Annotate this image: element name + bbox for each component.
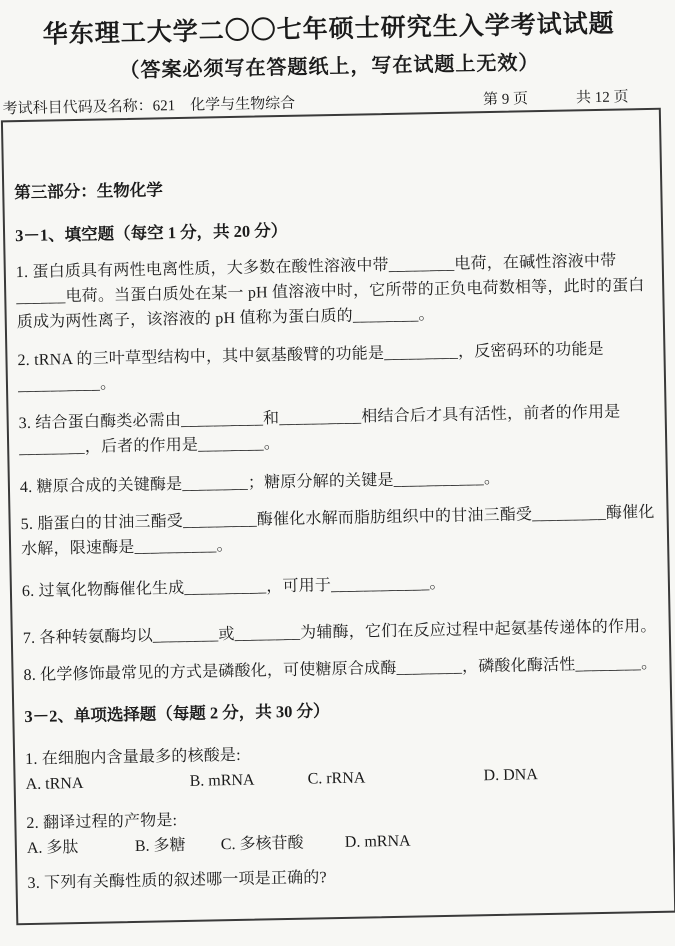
exam-title: 华东理工大学二〇〇七年硕士研究生入学考试试题 <box>42 10 615 49</box>
fill-question-5: 5. 脂蛋白的甘油三酯受_________酶催化水解而脂肪组织中的甘油三酯受_________酶催化水解，限速酶是__________。 <box>20 503 655 559</box>
mc1-option-b: B. mRNA <box>189 771 255 790</box>
part-heading: 第三部分：生物化学 <box>14 180 163 203</box>
mc-question-1-stem: 1. 在细胞内含量最多的核酸是: <box>25 746 241 769</box>
mc1-option-c: C. rRNA <box>307 769 366 788</box>
mc2-option-d: D. mRNA <box>344 832 411 851</box>
mc-question-2 <box>26 799 661 861</box>
mc2-option-c: C. 多核苷酸 <box>220 834 304 854</box>
scanned-exam-page <box>0 8 675 946</box>
mc1-option-a: A. tRNA <box>25 774 84 794</box>
fill-question-2: 2. tRNA 的三叶草型结构中，其中氨基酸臂的功能是_________，反密码环的功能是__________。 <box>17 340 604 395</box>
fill-question-8: 8. 化学修饰最常见的方式是磷酸化，可使糖原合成酶________，磷酸化酶活性________。 <box>23 654 658 685</box>
fill-question-1: 1. 蛋白质具有两性电离性质，大多数在酸性溶液中带________电荷，在碱性溶液中带______电荷。当蛋白质处在某一 pH 值溶液中时，它所带的正负电荷数相等，此时的蛋白质成为两性离子，该溶液的 pH 值称为蛋白质的________。 <box>15 252 645 332</box>
fill-question-4: 4. 糖原合成的关键酶是________；糖原分解的关键是___________。 <box>19 469 501 497</box>
fill-question-6: 6. 过氧化物酶催化生成__________，可用于____________。 <box>21 574 446 601</box>
fill-question-7: 7. 各种转氨酶均以________或________为辅酶，它们在反应过程中起氨基传递体的作用。 <box>22 617 657 648</box>
mc2-option-a: A. 多肽 <box>26 839 79 858</box>
exam-subtitle: （答案必须写在答题纸上，写在试题上无效） <box>119 52 540 83</box>
mc2-option-b: B. 多糖 <box>134 836 186 855</box>
content-box <box>1 108 675 926</box>
mc-section-heading: 3－2、单项选择题（每题 2 分，共 30 分） <box>24 701 330 727</box>
mc1-option-d: D. DNA <box>483 766 538 785</box>
fill-question-3: 3. 结合蛋白酶类必需由__________和__________相结合后才具有活性，前者的作用是________，后者的作用是________。 <box>18 403 621 458</box>
mc-question-3-stem: 3. 下列有关酶性质的叙述哪一项是正确的? <box>27 869 327 893</box>
mc-question-1 <box>25 735 660 797</box>
page-info <box>483 86 661 111</box>
fill-section-heading: 3－1、填空题（每空 1 分，共 20 分） <box>14 220 288 246</box>
page-total-label: 共 12 页 <box>575 89 629 107</box>
subject-label: 考试科目代码及名称：621 化学与生物综合 <box>2 95 296 118</box>
page-number-label: 第 9 页 <box>482 91 529 109</box>
mc-question-2-stem: 2. 翻译过程的产物是: <box>26 812 178 833</box>
